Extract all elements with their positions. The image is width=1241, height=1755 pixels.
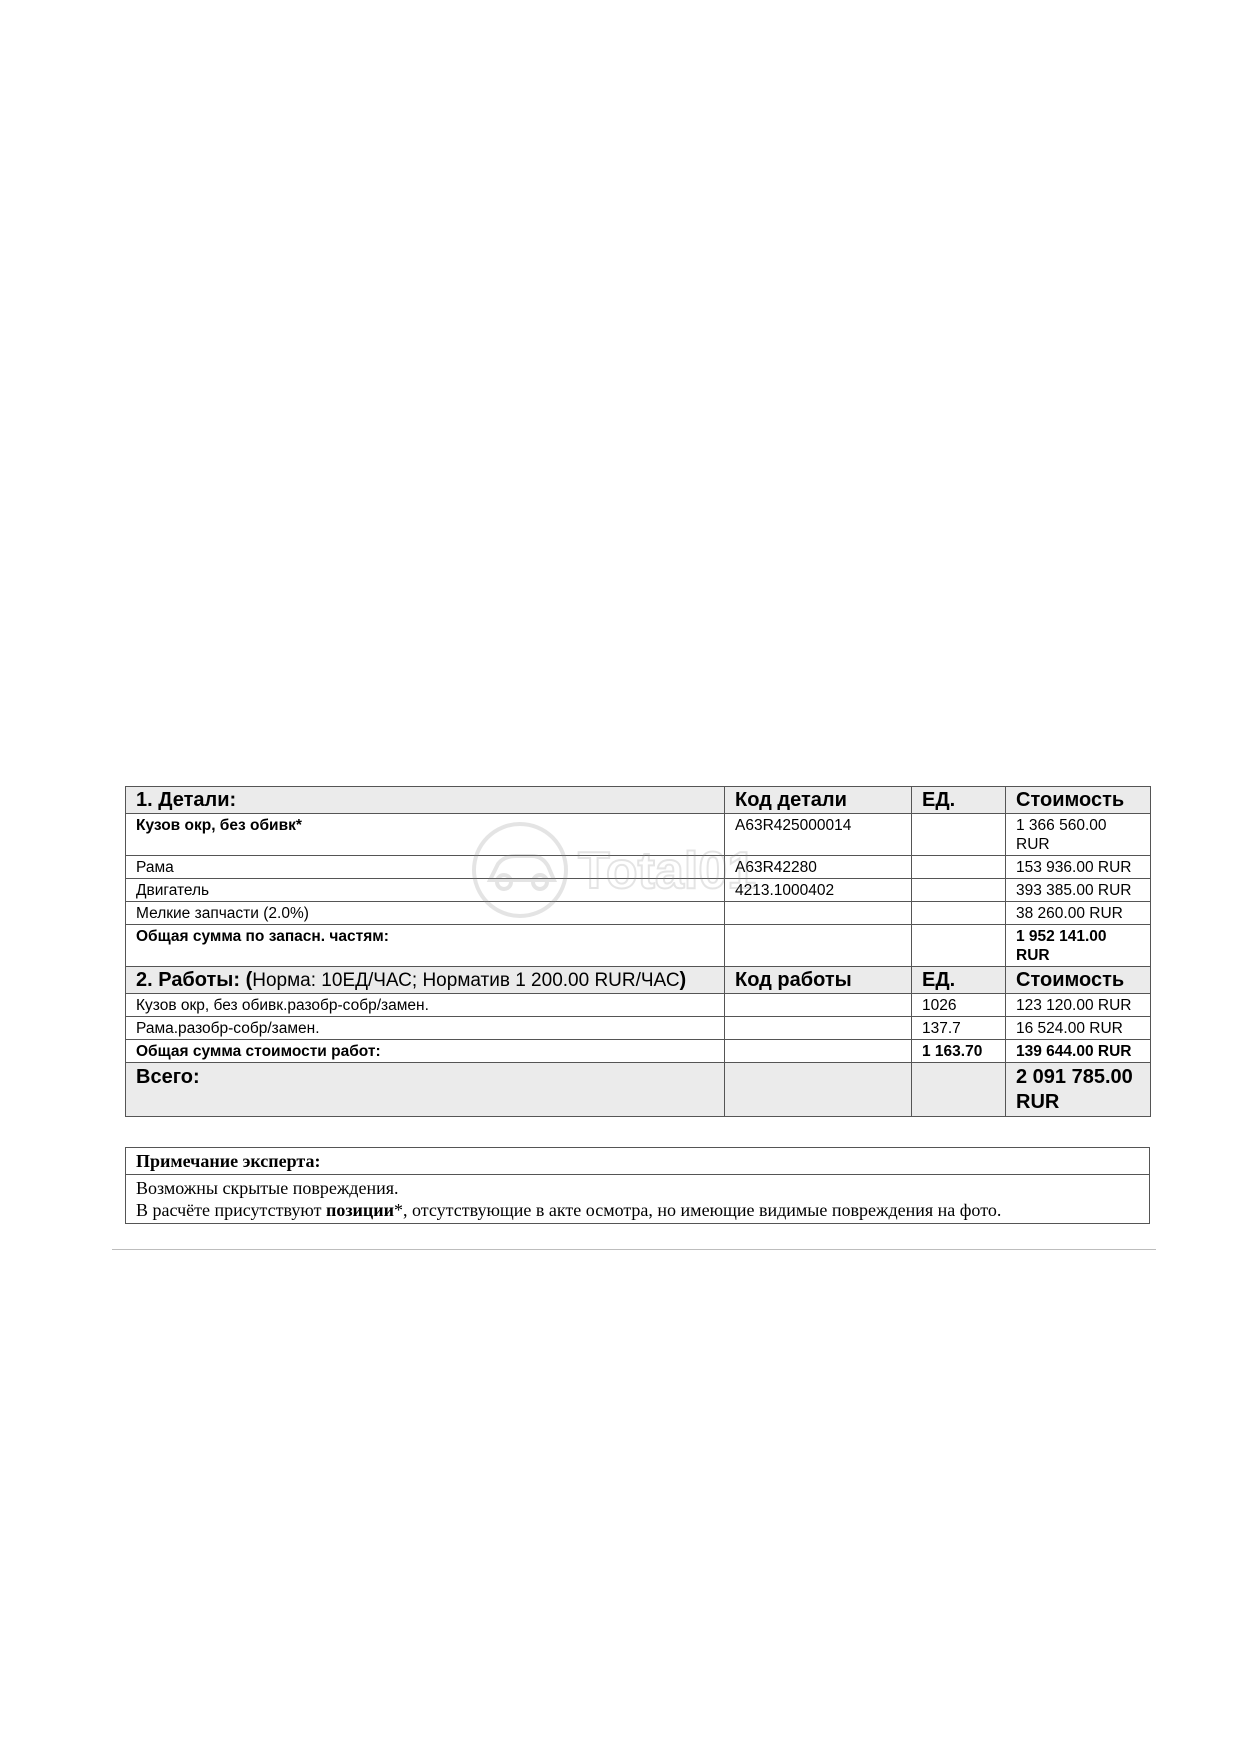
part-unit bbox=[912, 814, 1006, 856]
part-code bbox=[725, 902, 912, 925]
part-unit bbox=[912, 856, 1006, 879]
works-total-row bbox=[126, 1040, 1151, 1063]
parts-unit-header: ЕД. bbox=[912, 787, 1006, 814]
work-code bbox=[725, 994, 912, 1017]
parts-total-cost: 1 952 141.00 RUR bbox=[1006, 925, 1151, 967]
part-unit bbox=[912, 902, 1006, 925]
parts-code-header: Код детали bbox=[725, 787, 912, 814]
work-cost: 16 524.00 RUR bbox=[1006, 1017, 1151, 1040]
works-total-unit: 1 163.70 bbox=[912, 1040, 1006, 1063]
works-header-row bbox=[126, 967, 1151, 994]
work-name: Кузов окр, без обивк.разобр-собр/замен. bbox=[126, 994, 725, 1017]
part-cost: 38 260.00 RUR bbox=[1006, 902, 1151, 925]
part-name: Кузов окр, без обивк* bbox=[126, 814, 725, 856]
note-title: Примечание эксперта: bbox=[126, 1148, 1150, 1175]
work-unit: 1026 bbox=[912, 994, 1006, 1017]
part-cost: 393 385.00 RUR bbox=[1006, 879, 1151, 902]
part-name: Мелкие запчасти (2.0%) bbox=[126, 902, 725, 925]
works-cost-header: Стоимость bbox=[1006, 967, 1151, 994]
note-body bbox=[126, 1175, 1150, 1224]
part-row bbox=[126, 902, 1151, 925]
work-row bbox=[126, 1017, 1151, 1040]
grand-total-cost: 2 091 785.00 RUR bbox=[1006, 1063, 1151, 1117]
parts-cost-header: Стоимость bbox=[1006, 787, 1151, 814]
part-cost: 1 366 560.00 RUR bbox=[1006, 814, 1151, 856]
grand-total-row bbox=[126, 1063, 1151, 1117]
works-norm: Норма: 10ЕД/ЧАС; Норматив 1 200.00 RUR/ЧАС bbox=[252, 970, 680, 991]
parts-total-label: Общая сумма по запасн. частям: bbox=[126, 925, 725, 967]
part-code: A63R42280 bbox=[725, 856, 912, 879]
part-row bbox=[126, 814, 1151, 856]
part-row bbox=[126, 879, 1151, 902]
works-total-cost: 139 644.00 RUR bbox=[1006, 1040, 1151, 1063]
part-row bbox=[126, 856, 1151, 879]
note-line-2: В расчёте присутствуют позиции*, отсутствующие в акте осмотра, но имеющие видимые повреждения на фото. bbox=[136, 1200, 1002, 1220]
estimate-table bbox=[125, 786, 1151, 1117]
works-code-header: Код работы bbox=[725, 967, 912, 994]
note-line-1: Возможны скрытые повреждения. bbox=[136, 1178, 399, 1198]
work-name: Рама.разобр-собр/замен. bbox=[126, 1017, 725, 1040]
grand-total-label: Всего: bbox=[126, 1063, 725, 1117]
works-title-close: ) bbox=[679, 969, 687, 991]
part-name: Двигатель bbox=[126, 879, 725, 902]
part-unit bbox=[912, 879, 1006, 902]
parts-title: 1. Детали: bbox=[126, 787, 725, 814]
work-row bbox=[126, 994, 1151, 1017]
part-name: Рама bbox=[126, 856, 725, 879]
works-total-label: Общая сумма стоимости работ: bbox=[126, 1040, 725, 1063]
works-unit-header: ЕД. bbox=[912, 967, 1006, 994]
work-unit: 137.7 bbox=[912, 1017, 1006, 1040]
work-code bbox=[725, 1017, 912, 1040]
part-code: A63R425000014 bbox=[725, 814, 912, 856]
watermark-text: Total01 bbox=[578, 842, 757, 900]
parts-total-row bbox=[126, 925, 1151, 967]
part-cost: 153 936.00 RUR bbox=[1006, 856, 1151, 879]
page-divider bbox=[112, 1249, 1156, 1250]
expert-note bbox=[125, 1147, 1150, 1224]
work-cost: 123 120.00 RUR bbox=[1006, 994, 1151, 1017]
part-code: 4213.1000402 bbox=[725, 879, 912, 902]
works-title bbox=[126, 967, 725, 994]
parts-header-row bbox=[126, 787, 1151, 814]
works-title-label: 2. Работы: ( bbox=[136, 969, 253, 991]
